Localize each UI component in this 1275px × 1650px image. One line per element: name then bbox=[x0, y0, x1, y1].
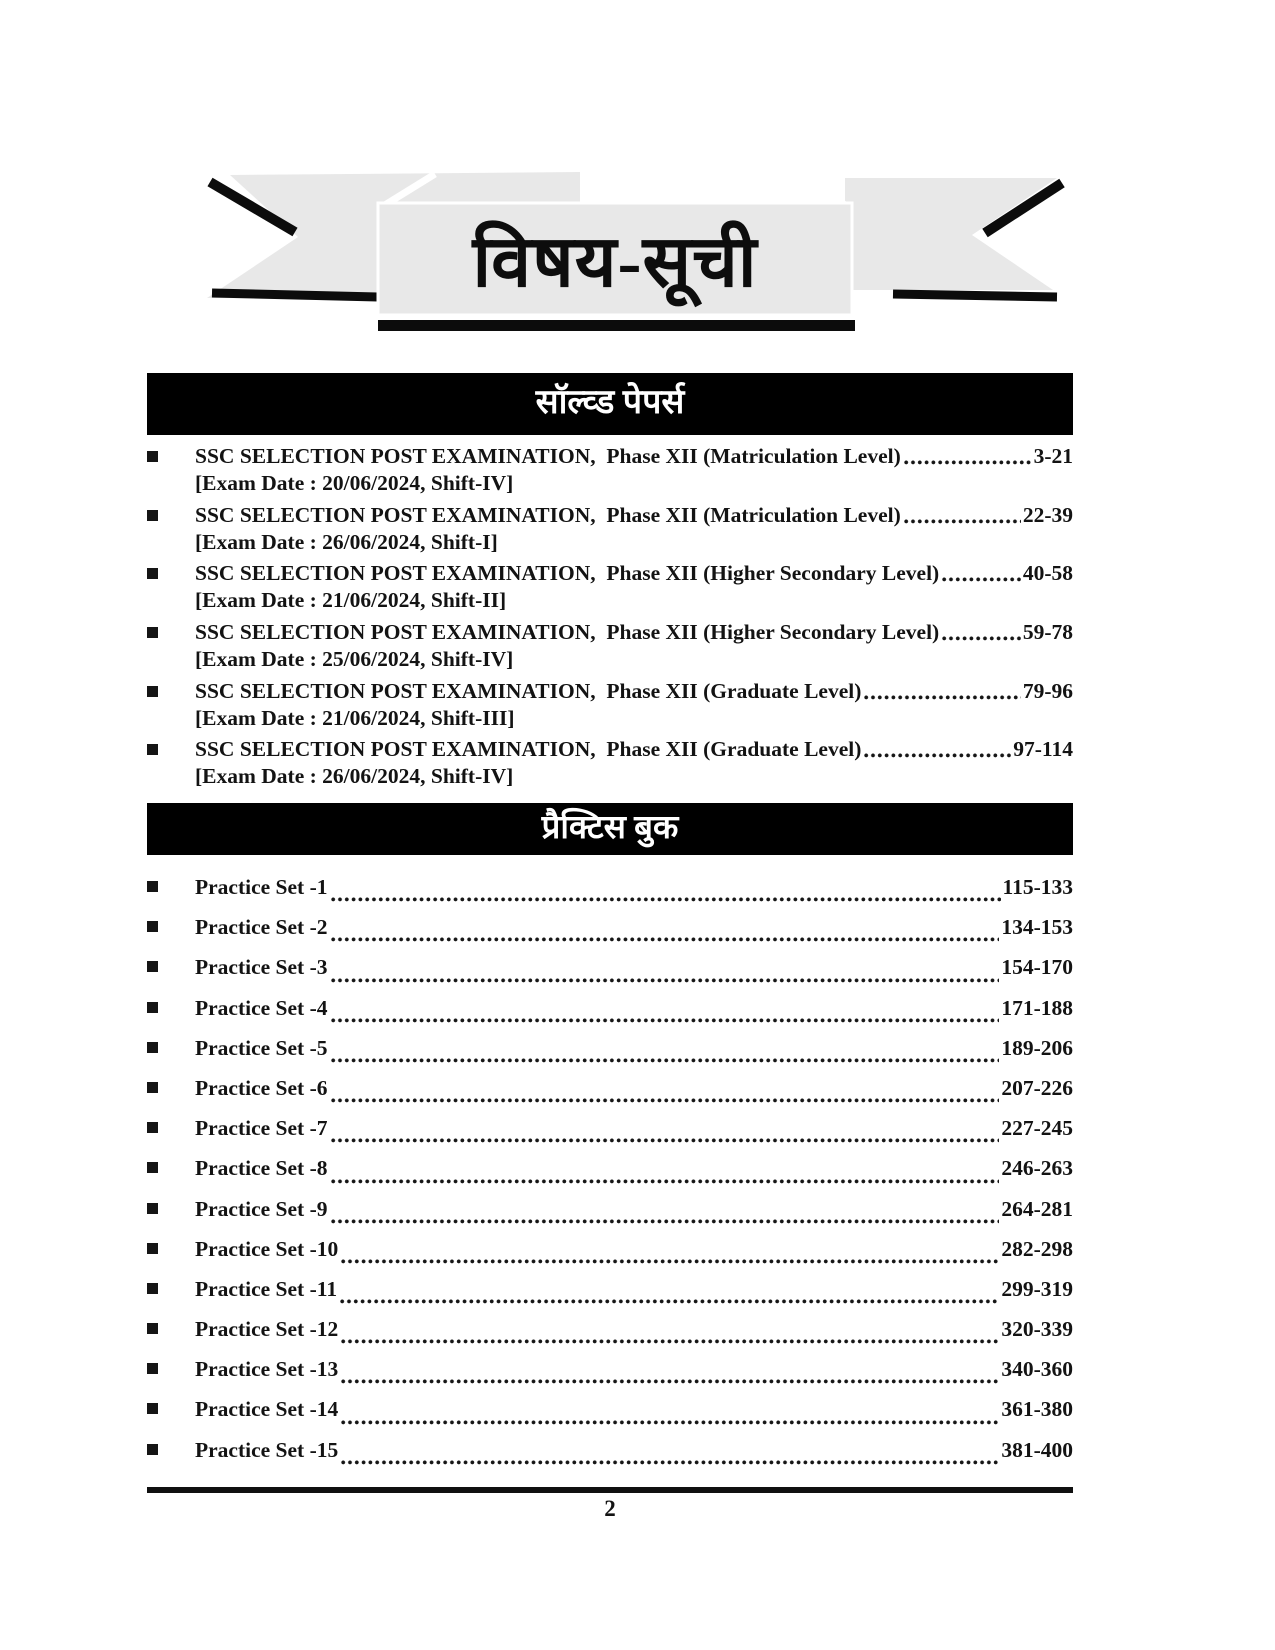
dot-leader bbox=[341, 1259, 999, 1264]
dot-leader bbox=[331, 897, 1001, 902]
toc-item-title: SSC SELECTION POST EXAMINATION, Phase XII (Graduate Level) bbox=[195, 678, 862, 703]
square-bullet-icon bbox=[147, 510, 158, 521]
toc-item bbox=[147, 1027, 1073, 1067]
toc-item-exam-date: [Exam Date : 21/06/2024, Shift-III] bbox=[195, 705, 515, 730]
toc-item bbox=[147, 496, 1073, 555]
toc-item-pages: 207-226 bbox=[1001, 1075, 1073, 1100]
toc-item-pages: 320-339 bbox=[1001, 1317, 1073, 1342]
dot-leader bbox=[864, 695, 1020, 700]
toc-item bbox=[147, 946, 1073, 986]
toc-item-title: Practice Set -13 bbox=[195, 1357, 339, 1382]
toc-item bbox=[147, 613, 1073, 672]
toc-item-pages: 299-319 bbox=[1001, 1276, 1073, 1301]
toc-item bbox=[147, 987, 1073, 1027]
square-bullet-icon bbox=[147, 921, 158, 932]
toc-item bbox=[147, 1429, 1073, 1469]
page-number: 2 bbox=[604, 1496, 616, 1521]
toc-item-title: Practice Set -10 bbox=[195, 1236, 339, 1261]
square-bullet-icon bbox=[147, 1122, 158, 1133]
toc-item-exam-date: [Exam Date : 25/06/2024, Shift-IV] bbox=[195, 647, 514, 672]
ribbon-banner bbox=[195, 160, 1075, 335]
square-bullet-icon bbox=[147, 1162, 158, 1173]
toc-item-title: Practice Set -3 bbox=[195, 955, 328, 980]
square-bullet-icon bbox=[147, 961, 158, 972]
square-bullet-icon bbox=[147, 1403, 158, 1414]
toc-item-title: Practice Set -5 bbox=[195, 1035, 328, 1060]
toc-item-title: Practice Set -12 bbox=[195, 1317, 339, 1342]
toc-item bbox=[147, 1228, 1073, 1268]
square-bullet-icon bbox=[147, 451, 158, 462]
toc-item bbox=[147, 1188, 1073, 1228]
practice-book-section-heading: प्रैक्टिस बुक bbox=[147, 803, 1073, 855]
square-bullet-icon bbox=[147, 1243, 158, 1254]
dot-leader bbox=[904, 460, 1032, 465]
square-bullet-icon bbox=[147, 1283, 158, 1294]
toc-item-title: Practice Set -14 bbox=[195, 1397, 339, 1422]
toc-item-title: SSC SELECTION POST EXAMINATION, Phase XII (Graduate Level) bbox=[195, 737, 862, 762]
toc-item-pages: 189-206 bbox=[1001, 1035, 1073, 1060]
toc-item-title: Practice Set -6 bbox=[195, 1075, 328, 1100]
toc-item-pages: 246-263 bbox=[1001, 1156, 1073, 1181]
toc-item bbox=[147, 1107, 1073, 1147]
dot-leader bbox=[331, 1098, 1000, 1103]
dot-leader bbox=[331, 1058, 1000, 1063]
dot-leader bbox=[331, 1018, 1000, 1023]
dot-leader bbox=[341, 1339, 999, 1344]
square-bullet-icon bbox=[147, 744, 158, 755]
toc-item bbox=[147, 1388, 1073, 1428]
toc-item-exam-date: [Exam Date : 26/06/2024, Shift-I] bbox=[195, 529, 498, 554]
square-bullet-icon bbox=[147, 1203, 158, 1214]
dot-leader bbox=[331, 978, 1000, 983]
solved-papers-list bbox=[147, 437, 1073, 789]
square-bullet-icon bbox=[147, 1042, 158, 1053]
toc-item-title: SSC SELECTION POST EXAMINATION, Phase XII (Matriculation Level) bbox=[195, 502, 901, 527]
dot-leader bbox=[942, 577, 1021, 582]
square-bullet-icon bbox=[147, 1363, 158, 1374]
dot-leader bbox=[341, 1460, 999, 1465]
dot-leader bbox=[331, 937, 1000, 942]
toc-item-title: SSC SELECTION POST EXAMINATION, Phase XII (Higher Secondary Level) bbox=[195, 620, 940, 645]
square-bullet-icon bbox=[147, 1082, 158, 1093]
toc-item-pages: 59-78 bbox=[1022, 620, 1073, 645]
toc-item bbox=[147, 437, 1073, 496]
toc-item bbox=[147, 906, 1073, 946]
toc-item-pages: 79-96 bbox=[1022, 678, 1073, 703]
toc-item bbox=[147, 730, 1073, 789]
toc-item-pages: 154-170 bbox=[1001, 955, 1073, 980]
toc-item bbox=[147, 1308, 1073, 1348]
toc-item bbox=[147, 672, 1073, 731]
toc-item-title: Practice Set -1 bbox=[195, 875, 328, 899]
toc-item-pages: 3-21 bbox=[1033, 444, 1073, 468]
page-title: विषय-सूची bbox=[472, 222, 758, 302]
toc-item-title: Practice Set -4 bbox=[195, 995, 328, 1020]
toc-item-exam-date: [Exam Date : 20/06/2024, Shift-IV] bbox=[195, 471, 514, 495]
square-bullet-icon bbox=[147, 686, 158, 697]
toc-item-exam-date: [Exam Date : 21/06/2024, Shift-II] bbox=[195, 588, 507, 613]
square-bullet-icon bbox=[147, 627, 158, 638]
toc-item-pages: 264-281 bbox=[1001, 1196, 1073, 1221]
toc-item-title: Practice Set -15 bbox=[195, 1437, 339, 1462]
toc-item-pages: 22-39 bbox=[1022, 502, 1073, 527]
solved-papers-section-heading: सॉल्व्ड पेपर्स bbox=[147, 373, 1073, 435]
toc-item-pages: 227-245 bbox=[1001, 1116, 1073, 1141]
toc-item-title: Practice Set -8 bbox=[195, 1156, 328, 1181]
toc-item bbox=[147, 1268, 1073, 1308]
toc-item-pages: 361-380 bbox=[1001, 1397, 1073, 1422]
dot-leader bbox=[904, 519, 1021, 524]
dot-leader bbox=[942, 636, 1021, 641]
toc-item-pages: 40-58 bbox=[1022, 561, 1073, 586]
toc-item-title: SSC SELECTION POST EXAMINATION, Phase XII (Matriculation Level) bbox=[195, 444, 901, 468]
toc-item-pages: 171-188 bbox=[1001, 995, 1073, 1020]
toc-item bbox=[147, 866, 1073, 906]
square-bullet-icon bbox=[147, 1444, 158, 1455]
dot-leader bbox=[341, 1420, 999, 1425]
toc-item-pages: 340-360 bbox=[1001, 1357, 1073, 1382]
toc-item-title: SSC SELECTION POST EXAMINATION, Phase XII (Higher Secondary Level) bbox=[195, 561, 940, 586]
toc-item-title: Practice Set -9 bbox=[195, 1196, 328, 1221]
dot-leader bbox=[331, 1138, 1000, 1143]
toc-item-title: Practice Set -11 bbox=[195, 1276, 338, 1301]
toc-item bbox=[147, 1147, 1073, 1187]
dot-leader bbox=[331, 1179, 1000, 1184]
toc-item-pages: 115-133 bbox=[1002, 875, 1073, 899]
dot-leader bbox=[340, 1299, 999, 1304]
toc-item-pages: 97-114 bbox=[1013, 737, 1073, 762]
footer-divider bbox=[147, 1487, 1073, 1493]
dot-leader bbox=[341, 1379, 999, 1384]
toc-item bbox=[147, 554, 1073, 613]
toc-item-title: Practice Set -2 bbox=[195, 915, 328, 940]
toc-item bbox=[147, 1067, 1073, 1107]
toc-item-pages: 381-400 bbox=[1001, 1437, 1073, 1462]
toc-item-pages: 282-298 bbox=[1001, 1236, 1073, 1261]
square-bullet-icon bbox=[147, 1002, 158, 1013]
square-bullet-icon bbox=[147, 568, 158, 579]
toc-item-title: Practice Set -7 bbox=[195, 1116, 328, 1141]
square-bullet-icon bbox=[147, 881, 158, 892]
toc-item bbox=[147, 1348, 1073, 1388]
dot-leader bbox=[864, 753, 1011, 758]
dot-leader bbox=[331, 1219, 1000, 1224]
toc-item-exam-date: [Exam Date : 26/06/2024, Shift-IV] bbox=[195, 764, 514, 789]
practice-sets-list bbox=[147, 866, 1073, 1469]
square-bullet-icon bbox=[147, 1323, 158, 1334]
toc-item-pages: 134-153 bbox=[1001, 915, 1073, 940]
